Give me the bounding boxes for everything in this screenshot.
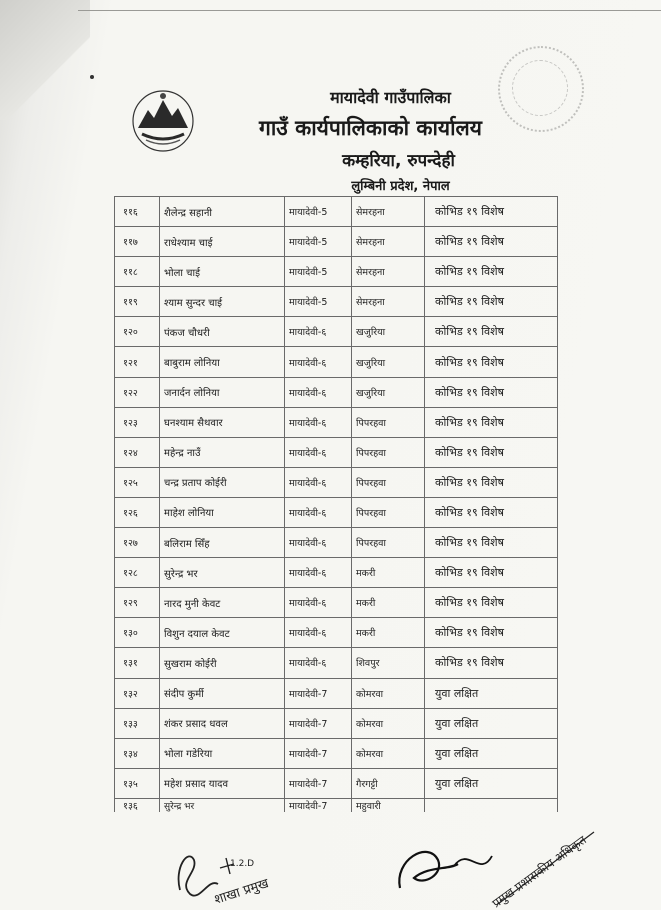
category-cell: कोभिड १९ विशेष [425,588,558,618]
office-stamp-inner [512,60,568,116]
serial-number-cell: १२४ [115,437,160,467]
category-cell: युवा लक्षित [425,708,558,738]
table-row [115,558,558,588]
table-row [115,648,558,678]
serial-number-cell: १३२ [115,678,160,708]
name-cell: महेन्द्र नाउँ [160,437,285,467]
table-row [115,317,558,347]
name-cell: सुखराम कोईरी [160,648,285,678]
village-cell: कोमरवा [352,678,425,708]
name-cell: बलिराम सिँह [160,528,285,558]
village-cell: मकरी [352,618,425,648]
cao-signature [388,826,598,910]
ward-cell: मायादेवी-६ [285,618,352,648]
village-cell: मकरी [352,588,425,618]
serial-number-cell: १३५ [115,768,160,798]
category-cell: कोभिड १९ विशेष [425,618,558,648]
table-row [115,678,558,708]
name-cell: शैलेन्द्र सहानी [160,197,285,227]
serial-number-cell: १३० [115,618,160,648]
name-cell: सुरेन्द्र भर [160,798,285,812]
table-row [115,768,558,798]
ward-cell: मायादेवी-६ [285,317,352,347]
office-title: गाउँ कार्यपालिकाको कार्यालय [259,116,482,140]
office-location: कम्हरिया, रुपन्देही [342,151,455,171]
name-cell: चन्द्र प्रताप कोईरी [160,467,285,497]
table-row [115,738,558,768]
village-cell: सेमरहना [352,257,425,287]
category-cell: युवा लक्षित [425,738,558,768]
name-cell: पंकज चौधरी [160,317,285,347]
table-row [115,287,558,317]
serial-number-cell: १३१ [115,648,160,678]
category-cell: कोभिड १९ विशेष [425,528,558,558]
table-row [115,497,558,527]
ward-cell: मायादेवी-६ [285,377,352,407]
table-row [115,377,558,407]
village-cell: पिपरहवा [352,407,425,437]
category-cell [425,798,558,812]
name-cell: संदीप कुर्मी [160,678,285,708]
village-cell: सेमरहना [352,227,425,257]
category-cell: कोभिड १९ विशेष [425,648,558,678]
table-row [115,437,558,467]
section-chief-caption: शाखा प्रमुख [212,876,271,908]
category-cell: कोभिड १९ विशेष [425,227,558,257]
serial-number-cell: १२० [115,317,160,347]
table-row [115,618,558,648]
name-cell: सुरेन्द्र भर [160,558,285,588]
category-cell: युवा लक्षित [425,678,558,708]
ward-cell: मायादेवी-7 [285,738,352,768]
ward-cell: मायादेवी-5 [285,197,352,227]
ward-cell: मायादेवी-६ [285,528,352,558]
municipality-name: मायादेवी गाउँपालिका [330,88,451,107]
table-row [115,588,558,618]
serial-number-cell: १२९ [115,588,160,618]
serial-number-cell: १२८ [115,558,160,588]
table-row [115,467,558,497]
category-cell: कोभिड १९ विशेष [425,467,558,497]
table-row [115,708,558,738]
village-cell: मकरी [352,558,425,588]
ward-cell: मायादेवी-5 [285,257,352,287]
category-cell: कोभिड १९ विशेष [425,197,558,227]
category-cell: कोभिड १९ विशेष [425,287,558,317]
table-row [115,197,558,227]
table-row [115,227,558,257]
name-cell: जनार्दन लोनिया [160,377,285,407]
category-cell: कोभिड १९ विशेष [425,347,558,377]
ink-dot [90,75,94,79]
name-cell: घनश्याम सैथवार [160,407,285,437]
category-cell: कोभिड १९ विशेष [425,407,558,437]
ward-cell: मायादेवी-६ [285,558,352,588]
ward-cell: मायादेवी-६ [285,407,352,437]
table-row [115,798,558,812]
village-cell: सेमरहना [352,287,425,317]
village-cell: कोमरवा [352,708,425,738]
village-cell: पिपरहवा [352,528,425,558]
ward-cell: मायादेवी-६ [285,648,352,678]
serial-number-cell: ११६ [115,197,160,227]
serial-number-cell: १३६ [115,798,160,812]
village-cell: कोमरवा [352,738,425,768]
name-cell: विशुन दयाल केवट [160,618,285,648]
category-cell: कोभिड १९ विशेष [425,497,558,527]
table-row [115,407,558,437]
serial-number-cell: १२३ [115,407,160,437]
ward-cell: मायादेवी-5 [285,287,352,317]
name-cell: माहेश लोनिया [160,497,285,527]
name-cell: शंकर प्रसाद धवल [160,708,285,738]
ward-cell: मायादेवी-5 [285,227,352,257]
province-line: लुम्बिनी प्रदेश, नेपाल [351,179,450,194]
ward-cell: मायादेवी-7 [285,798,352,812]
village-cell: खजुरिया [352,347,425,377]
serial-number-cell: १३४ [115,738,160,768]
name-cell: नारद मुनी केवट [160,588,285,618]
ward-cell: मायादेवी-६ [285,588,352,618]
name-cell: बाबुराम लोनिया [160,347,285,377]
name-cell: श्याम सुन्दर चाई [160,287,285,317]
village-cell: पिपरहवा [352,467,425,497]
ward-cell: मायादेवी-६ [285,497,352,527]
beneficiary-table [114,196,558,812]
category-cell: कोभिड १९ विशेष [425,257,558,287]
category-cell: कोभिड १९ विशेष [425,377,558,407]
village-cell: महुवारी [352,798,425,812]
ward-cell: मायादेवी-7 [285,678,352,708]
village-cell: खजुरिया [352,317,425,347]
category-cell: युवा लक्षित [425,768,558,798]
table-row [115,257,558,287]
name-cell: भोला चाई [160,257,285,287]
village-cell: खजुरिया [352,377,425,407]
serial-number-cell: १२२ [115,377,160,407]
serial-number-cell: १२१ [115,347,160,377]
serial-number-cell: ११८ [115,257,160,287]
category-cell: कोभिड १९ विशेष [425,558,558,588]
village-cell: शिवपुर [352,648,425,678]
name-cell: भोला गडेरिया [160,738,285,768]
section-chief-signature [160,838,310,908]
cao-caption: प्रमुख प्रशासकीय अधिकृत [489,832,589,910]
ward-cell: मायादेवी-7 [285,768,352,798]
ward-cell: मायादेवी-६ [285,347,352,377]
village-cell: सेमरहना [352,197,425,227]
name-cell: राधेश्याम चाई [160,227,285,257]
category-cell: कोभिड १९ विशेष [425,317,558,347]
serial-number-cell: ११७ [115,227,160,257]
ward-cell: मायादेवी-६ [285,437,352,467]
table-row [115,528,558,558]
village-cell: पिपरहवा [352,437,425,467]
serial-number-cell: १२७ [115,528,160,558]
top-border-line [78,10,661,11]
ward-cell: मायादेवी-7 [285,708,352,738]
serial-number-cell: १३३ [115,708,160,738]
svg-text:1.2.D: 1.2.D [230,859,255,869]
table-row [115,347,558,377]
village-cell: पिपरहवा [352,497,425,527]
serial-number-cell: १२५ [115,467,160,497]
ward-cell: मायादेवी-६ [285,467,352,497]
serial-number-cell: ११९ [115,287,160,317]
category-cell: कोभिड १९ विशेष [425,437,558,467]
village-cell: गैरगट्टी [352,768,425,798]
serial-number-cell: १२६ [115,497,160,527]
name-cell: महेश प्रसाद यादव [160,768,285,798]
